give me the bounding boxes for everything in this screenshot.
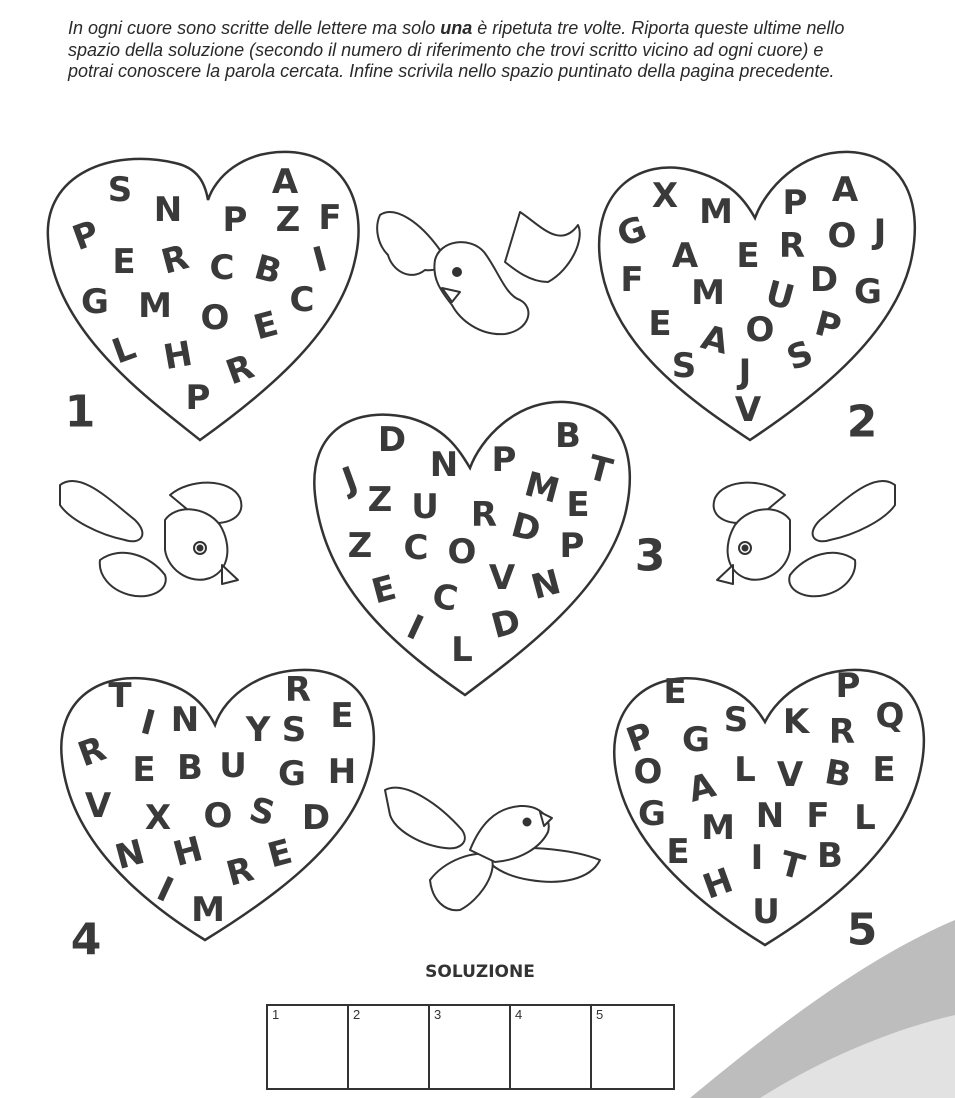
heart-letter: I	[308, 239, 332, 281]
heart-letter: I	[750, 838, 764, 878]
heart-letter: P	[491, 440, 517, 480]
heart-letter: E	[330, 696, 354, 736]
heart-letter: G	[638, 794, 666, 834]
solution-grid	[266, 1004, 675, 1090]
heart-letter: O	[633, 752, 663, 792]
heart-letter: F	[318, 198, 342, 238]
heart-5	[614, 666, 924, 956]
instructions-bold: una	[440, 18, 473, 38]
cell-number: 5	[596, 1007, 604, 1022]
heart-number-1: 1	[64, 386, 96, 438]
bird-illustration-bottom	[385, 788, 600, 910]
heart-letter: F	[806, 796, 830, 836]
heart-letter: U	[752, 892, 780, 932]
heart-letter: A	[697, 317, 733, 363]
heart-number-4: 4	[70, 914, 102, 966]
heart-letter: H	[327, 752, 357, 792]
heart-letter: M	[699, 192, 733, 232]
heart-letter: Y	[245, 710, 271, 750]
heart-number-3: 3	[634, 530, 666, 582]
heart-letter: D	[487, 601, 525, 647]
heart-letter: H	[160, 333, 196, 379]
heart-letter: D	[507, 505, 545, 551]
heart-letter: G	[682, 720, 710, 760]
solution-cell-5[interactable]	[592, 1006, 673, 1088]
heart-letter: M	[138, 286, 172, 326]
solution-cell-2[interactable]	[349, 1006, 430, 1088]
heart-letter: G	[854, 272, 882, 312]
heart-letter: J	[873, 212, 887, 252]
heart-letter: L	[451, 630, 473, 670]
heart-letter: T	[775, 843, 809, 889]
heart-letter: V	[734, 390, 762, 430]
bird-illustration-right	[714, 481, 895, 596]
heart-letter: B	[817, 836, 843, 876]
heart-letter: M	[701, 808, 735, 848]
heart-letter: V	[84, 786, 112, 826]
heart-letter: E	[249, 303, 283, 349]
heart-letter: C	[403, 528, 429, 568]
heart-letter: E	[263, 831, 297, 877]
heart-letter: A	[684, 765, 720, 811]
heart-letter: N	[429, 445, 459, 485]
heart-letter: C	[289, 280, 315, 320]
heart-letter: B	[177, 748, 203, 788]
heart-letter: C	[209, 248, 235, 288]
heart-letter: P	[559, 526, 585, 566]
heart-letter: I	[150, 869, 180, 911]
heart-letter: L	[854, 798, 876, 838]
heart-letter: O	[200, 298, 230, 338]
heart-letter: L	[106, 327, 142, 373]
heart-letter: C	[429, 576, 461, 620]
heart-letter: P	[621, 714, 659, 762]
heart-number-5: 5	[846, 904, 878, 956]
heart-letter: X	[144, 798, 172, 838]
heart-letter: Z	[275, 200, 301, 240]
heart-letter: D	[301, 798, 331, 838]
heart-letter: N	[527, 561, 565, 609]
heart-letter: V	[488, 558, 516, 598]
heart-letter: S	[244, 789, 280, 835]
heart-letter: K	[782, 702, 810, 742]
heart-2	[599, 152, 915, 448]
heart-letter: M	[520, 464, 564, 512]
heart-letter: T	[108, 676, 132, 716]
heart-letter: V	[776, 755, 804, 795]
heart-letter: B	[250, 247, 286, 293]
heart-letter: P	[782, 183, 808, 223]
bird-illustration-left	[60, 481, 241, 596]
heart-letter: E	[872, 750, 896, 790]
heart-letter: U	[219, 746, 247, 786]
cell-number: 3	[434, 1007, 442, 1022]
heart-letter: E	[112, 242, 136, 282]
heart-letter: E	[648, 304, 672, 344]
heart-letter: R	[828, 712, 856, 752]
heart-letter: S	[107, 170, 133, 210]
heart-letter: R	[222, 849, 258, 895]
heart-letter: X	[651, 176, 679, 216]
heart-letter: G	[81, 282, 109, 322]
heart-letter: U	[411, 487, 439, 527]
cell-number: 2	[353, 1007, 361, 1022]
heart-letter: N	[170, 700, 200, 740]
solution-title: SOLUZIONE	[425, 962, 535, 982]
heart-letter: E	[736, 236, 760, 276]
heart-letter: S	[281, 710, 307, 750]
heart-letter: D	[809, 260, 839, 300]
cell-number: 4	[515, 1007, 523, 1022]
heart-letter: O	[827, 216, 857, 256]
heart-letter: E	[367, 567, 401, 613]
heart-letter: F	[620, 260, 644, 300]
heart-letter: Q	[875, 696, 905, 736]
heart-letter: J	[337, 459, 363, 501]
heart-letter: R	[778, 226, 806, 266]
solution-cell-1[interactable]	[268, 1006, 349, 1088]
heart-letter: S	[671, 346, 697, 386]
heart-1	[48, 152, 359, 440]
heart-letter: O	[447, 532, 477, 572]
heart-letter: T	[583, 447, 617, 493]
heart-letter: P	[810, 303, 846, 349]
heart-letter: P	[67, 212, 105, 260]
heart-letter: O	[203, 796, 233, 836]
instructions-text: In ogni cuore sono scritte delle lettere ma solo una è ripetuta tre volte. Riporta queste ultime nello spazio della soluzione (secondo il numero di riferimento che trovi scritto vicino ad ogni cuore) e potrai conoscere la parola cercata. Infine scrivila nello spazio puntinato della pagina precedente.	[68, 18, 845, 81]
heart-4	[61, 670, 374, 966]
heart-letter: E	[666, 832, 690, 872]
heart-letter: E	[663, 672, 687, 712]
heart-letter: H	[169, 828, 207, 876]
heart-letter: P	[222, 200, 248, 240]
heart-letter: Z	[367, 480, 393, 520]
heart-letter: N	[153, 190, 183, 230]
heart-letter: A	[271, 162, 299, 202]
heart-letter: S	[781, 333, 819, 379]
heart-letter: H	[697, 860, 739, 908]
heart-letter: P	[185, 378, 211, 418]
heart-3	[314, 402, 665, 695]
heart-letter: R	[72, 728, 112, 776]
heart-letter: B	[821, 752, 855, 796]
heart-letter: N	[755, 796, 785, 836]
heart-letter: Z	[347, 526, 373, 566]
heart-letter: M	[191, 890, 225, 930]
heart-letter: N	[111, 831, 149, 879]
heart-letter: P	[835, 666, 861, 706]
solution-cell-4[interactable]	[511, 1006, 592, 1088]
cell-number: 1	[272, 1007, 280, 1022]
heart-letter: L	[734, 750, 756, 790]
heart-letter: U	[761, 273, 799, 319]
heart-letter: A	[671, 236, 699, 276]
heart-letter: A	[831, 170, 859, 210]
heart-letter: S	[723, 700, 749, 740]
solution-cell-3[interactable]	[430, 1006, 511, 1088]
heart-letter: I	[400, 607, 430, 649]
heart-number-2: 2	[846, 396, 878, 448]
heart-letter: D	[377, 420, 407, 460]
heart-letter: G	[612, 208, 652, 256]
heart-letter: M	[691, 273, 725, 313]
heart-letter: G	[278, 754, 306, 794]
heart-letter: E	[566, 485, 590, 525]
heart-letter: R	[284, 670, 312, 710]
bird-illustration-top	[377, 212, 580, 334]
heart-letter: E	[132, 750, 156, 790]
heart-letter: O	[745, 310, 775, 350]
heart-letter: B	[555, 416, 581, 456]
heart-letter: R	[220, 346, 260, 394]
heart-letter: J	[738, 352, 752, 392]
heart-letter: R	[157, 237, 193, 283]
heart-letter: R	[470, 495, 498, 535]
heart-letter: I	[136, 702, 160, 744]
